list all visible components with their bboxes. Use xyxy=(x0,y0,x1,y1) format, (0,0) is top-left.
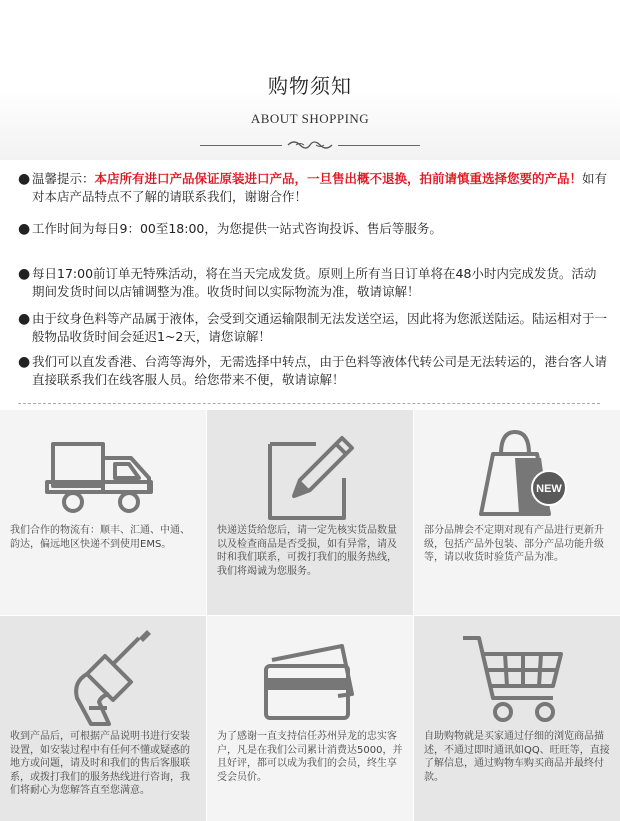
card-text: 收到产品后，可根据产品说明书进行安装设置，如安装过程中有任何不懂或疑惑的地方或问题，请及时和我们的售后客服联系，或拨打我们的服务热线进行咨询，我们将耐心为您解答直至您满意。 xyxy=(10,731,190,796)
card-self-service xyxy=(414,616,620,821)
page-title: 购物须知 xyxy=(268,74,352,98)
new-bag-icon xyxy=(457,422,577,522)
new-badge-label: NEW xyxy=(536,483,562,495)
ornament-divider xyxy=(200,138,420,152)
card-product-update xyxy=(414,410,620,615)
card-text: 为了感谢一直支持信任苏州异龙的忠实客户，凡是在我们公司累计消费达5000，并且好评，都可以成为我们的会员，终生享受会员价。 xyxy=(217,731,403,783)
bullet-icon: ● xyxy=(18,266,31,282)
note-text: 由于纹身色料等产品属于液体，会受到交通运输限制无法发送空运，因此将为您派送陆运。陆运相对于一般物品收货时间会延迟1~2天，请您谅解！ xyxy=(32,311,608,344)
card-inspection xyxy=(207,410,413,615)
card-text: 我们合作的物流有：顺丰、汇通、中通、韵达，偏远地区快递不到使用EMS。 xyxy=(10,525,190,550)
card-installation xyxy=(0,616,206,821)
card-membership xyxy=(207,616,413,821)
card-text: 快递送货给您后，请一定先核实货品数量以及检查商品是否受损，如有异常，请及时和我们联系，可拨打我们的服务热线，我们将竭诚为您服务。 xyxy=(217,525,397,577)
drill-icon xyxy=(43,628,163,728)
note-text: 工作时间为每日9：00至18:00，为您提供一站式咨询投诉、售后等服务。 xyxy=(32,221,442,236)
ornament-icon xyxy=(286,139,334,151)
note-liquid-shipping xyxy=(18,310,608,346)
edit-icon xyxy=(250,422,370,522)
truck-icon xyxy=(43,422,163,522)
note-working-hours xyxy=(18,220,608,238)
bullet-icon: ● xyxy=(18,311,31,327)
card-text: 部分品牌会不定期对现有产品进行更新升级，包括产品外包装、部分产品功能升级等，请以收货时验货产品为准。 xyxy=(424,525,604,563)
header xyxy=(0,0,620,160)
info-grid xyxy=(0,410,620,820)
note-overseas xyxy=(18,353,608,389)
credit-card-icon xyxy=(250,628,370,728)
card-text: 自助购物就是买家通过仔细的浏览商品描述，不通过即时通讯如QQ、旺旺等，直接了解信息，通过购物车购买商品并最终付款。 xyxy=(424,731,610,783)
page-subtitle: ABOUT SHOPPING xyxy=(250,111,370,126)
note-prefix: 温馨提示： xyxy=(32,171,95,186)
dashed-divider xyxy=(18,403,600,404)
bullet-icon: ● xyxy=(18,221,31,237)
bullet-icon: ● xyxy=(18,171,31,187)
note-shipping-time xyxy=(18,265,608,301)
note-text: 如有对本店产品特点不了解的请联系我们，谢谢合作！ xyxy=(32,171,608,204)
note-warning xyxy=(18,170,608,206)
shopping-cart-icon xyxy=(457,628,577,728)
bullet-icon: ● xyxy=(18,354,31,370)
note-text: 我们可以直发香港、台湾等海外，无需选择中转点，由于色料等液体代转公司是无法转运的，港台客人请直接联系我们在线客服人员。给您带来不便，敬请谅解！ xyxy=(32,354,608,387)
note-text: 每日17:00前订单无特殊活动，将在当天完成发货。原则上所有当日订单将在48小时内完成发货。活动期间发货时间以店铺调整为准。收货时间以实际物流为准，敬请谅解！ xyxy=(32,266,597,299)
note-highlight: 本店所有进口产品保证原装进口产品，一旦售出概不退换，拍前请慎重选择您要的产品！ xyxy=(94,171,583,186)
card-logistics xyxy=(0,410,206,615)
